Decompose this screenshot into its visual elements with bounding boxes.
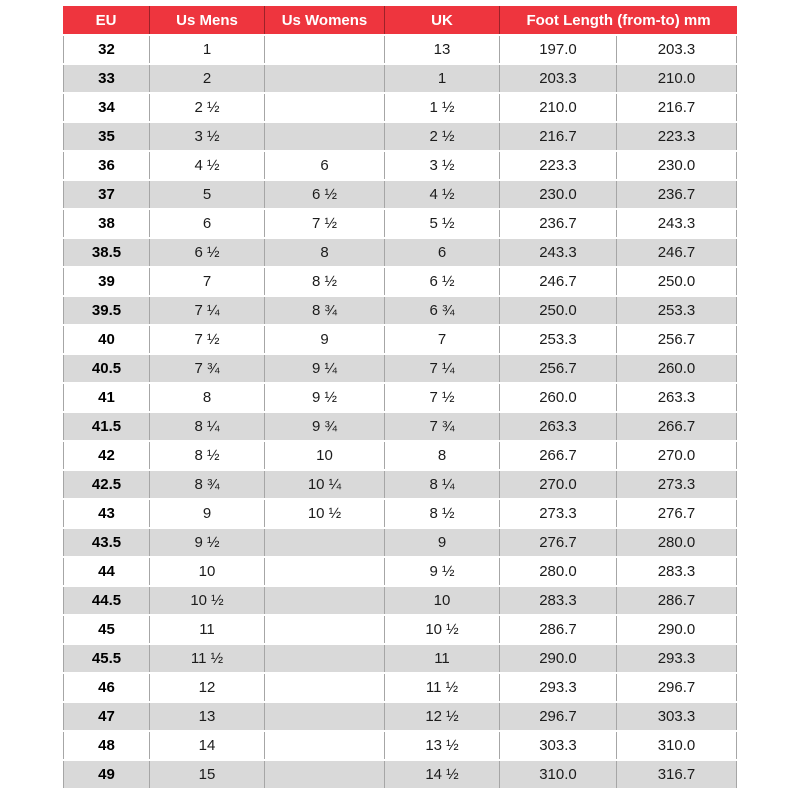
eu-cell: 43.5: [63, 529, 150, 556]
us-womens-cell: [265, 558, 385, 585]
us-mens-cell: 10: [150, 558, 265, 585]
eu-cell: 39.5: [63, 297, 150, 324]
foot-from-cell: 236.7: [500, 210, 617, 237]
foot-to-cell: 276.7: [617, 500, 737, 527]
table-row: [63, 181, 737, 208]
eu-cell: 45.5: [63, 645, 150, 672]
uk-cell: 11: [385, 645, 500, 672]
foot-to-cell: 280.0: [617, 529, 737, 556]
foot-from-cell: 256.7: [500, 355, 617, 382]
table-row: [63, 152, 737, 179]
us-mens-cell: 3 ½: [150, 123, 265, 150]
header-us-mens: Us Mens: [150, 6, 265, 34]
uk-cell: 1: [385, 65, 500, 92]
uk-cell: 2 ½: [385, 123, 500, 150]
us-womens-cell: 9: [265, 326, 385, 353]
foot-to-cell: 266.7: [617, 413, 737, 440]
uk-cell: 7: [385, 326, 500, 353]
foot-to-cell: 270.0: [617, 442, 737, 469]
eu-cell: 33: [63, 65, 150, 92]
foot-to-cell: 260.0: [617, 355, 737, 382]
uk-cell: 6 ¾: [385, 297, 500, 324]
us-womens-cell: [265, 761, 385, 788]
us-womens-cell: [265, 529, 385, 556]
uk-cell: 13: [385, 36, 500, 63]
us-womens-cell: 10: [265, 442, 385, 469]
foot-to-cell: 230.0: [617, 152, 737, 179]
us-mens-cell: 6: [150, 210, 265, 237]
foot-to-cell: 316.7: [617, 761, 737, 788]
us-mens-cell: 15: [150, 761, 265, 788]
us-womens-cell: 8: [265, 239, 385, 266]
uk-cell: 7 ¾: [385, 413, 500, 440]
table-row: [63, 326, 737, 353]
foot-to-cell: 246.7: [617, 239, 737, 266]
foot-from-cell: 283.3: [500, 587, 617, 614]
table-row: [63, 413, 737, 440]
eu-cell: 41: [63, 384, 150, 411]
table-row: [63, 123, 737, 150]
table-row: [63, 94, 737, 121]
foot-to-cell: 243.3: [617, 210, 737, 237]
header-row: [63, 6, 737, 34]
foot-from-cell: 286.7: [500, 616, 617, 643]
uk-cell: 8 ½: [385, 500, 500, 527]
us-mens-cell: 2: [150, 65, 265, 92]
uk-cell: 14 ½: [385, 761, 500, 788]
us-mens-cell: 8 ¼: [150, 413, 265, 440]
uk-cell: 4 ½: [385, 181, 500, 208]
table-body: [63, 36, 737, 788]
us-womens-cell: 8 ½: [265, 268, 385, 295]
us-womens-cell: [265, 645, 385, 672]
us-mens-cell: 1: [150, 36, 265, 63]
us-mens-cell: 10 ½: [150, 587, 265, 614]
foot-to-cell: 210.0: [617, 65, 737, 92]
foot-from-cell: 216.7: [500, 123, 617, 150]
uk-cell: 8 ¼: [385, 471, 500, 498]
foot-from-cell: 246.7: [500, 268, 617, 295]
us-mens-cell: 8 ½: [150, 442, 265, 469]
foot-from-cell: 303.3: [500, 732, 617, 759]
eu-cell: 43: [63, 500, 150, 527]
eu-cell: 48: [63, 732, 150, 759]
foot-from-cell: 260.0: [500, 384, 617, 411]
foot-to-cell: 250.0: [617, 268, 737, 295]
eu-cell: 42: [63, 442, 150, 469]
uk-cell: 5 ½: [385, 210, 500, 237]
uk-cell: 7 ½: [385, 384, 500, 411]
eu-cell: 38.5: [63, 239, 150, 266]
table-row: [63, 558, 737, 585]
eu-cell: 49: [63, 761, 150, 788]
us-womens-cell: 10 ¼: [265, 471, 385, 498]
us-mens-cell: 9: [150, 500, 265, 527]
header-uk: UK: [385, 6, 500, 34]
foot-to-cell: 273.3: [617, 471, 737, 498]
uk-cell: 12 ½: [385, 703, 500, 730]
table-row: [63, 616, 737, 643]
foot-to-cell: 203.3: [617, 36, 737, 63]
uk-cell: 9: [385, 529, 500, 556]
uk-cell: 10 ½: [385, 616, 500, 643]
foot-to-cell: 290.0: [617, 616, 737, 643]
header-us-womens: Us Womens: [265, 6, 385, 34]
us-womens-cell: 10 ½: [265, 500, 385, 527]
foot-from-cell: 310.0: [500, 761, 617, 788]
table-row: [63, 239, 737, 266]
eu-cell: 34: [63, 94, 150, 121]
us-womens-cell: [265, 616, 385, 643]
foot-from-cell: 243.3: [500, 239, 617, 266]
us-womens-cell: [265, 94, 385, 121]
foot-to-cell: 310.0: [617, 732, 737, 759]
eu-cell: 45: [63, 616, 150, 643]
uk-cell: 3 ½: [385, 152, 500, 179]
us-mens-cell: 7 ¼: [150, 297, 265, 324]
table-row: [63, 442, 737, 469]
foot-from-cell: 253.3: [500, 326, 617, 353]
foot-from-cell: 296.7: [500, 703, 617, 730]
us-mens-cell: 11 ½: [150, 645, 265, 672]
table-row: [63, 384, 737, 411]
foot-from-cell: 293.3: [500, 674, 617, 701]
us-womens-cell: [265, 123, 385, 150]
us-mens-cell: 4 ½: [150, 152, 265, 179]
us-mens-cell: 5: [150, 181, 265, 208]
eu-cell: 40.5: [63, 355, 150, 382]
uk-cell: 13 ½: [385, 732, 500, 759]
table-row: [63, 674, 737, 701]
eu-cell: 37: [63, 181, 150, 208]
eu-cell: 39: [63, 268, 150, 295]
foot-from-cell: 280.0: [500, 558, 617, 585]
header-eu: EU: [63, 6, 150, 34]
us-mens-cell: 6 ½: [150, 239, 265, 266]
eu-cell: 32: [63, 36, 150, 63]
shoe-size-conversion-table: [63, 4, 737, 790]
uk-cell: 7 ¼: [385, 355, 500, 382]
us-womens-cell: [265, 36, 385, 63]
table-row: [63, 355, 737, 382]
foot-to-cell: 296.7: [617, 674, 737, 701]
eu-cell: 36: [63, 152, 150, 179]
us-mens-cell: 2 ½: [150, 94, 265, 121]
uk-cell: 1 ½: [385, 94, 500, 121]
foot-from-cell: 230.0: [500, 181, 617, 208]
header-foot-length: Foot Length (from-to) mm: [500, 6, 737, 34]
uk-cell: 8: [385, 442, 500, 469]
us-womens-cell: 9 ¼: [265, 355, 385, 382]
table-row: [63, 36, 737, 63]
foot-from-cell: 290.0: [500, 645, 617, 672]
uk-cell: 10: [385, 587, 500, 614]
table-row: [63, 529, 737, 556]
uk-cell: 6: [385, 239, 500, 266]
foot-to-cell: 283.3: [617, 558, 737, 585]
eu-cell: 47: [63, 703, 150, 730]
us-mens-cell: 7 ½: [150, 326, 265, 353]
us-womens-cell: 6 ½: [265, 181, 385, 208]
foot-to-cell: 256.7: [617, 326, 737, 353]
foot-to-cell: 236.7: [617, 181, 737, 208]
foot-to-cell: 216.7: [617, 94, 737, 121]
table-row: [63, 471, 737, 498]
foot-to-cell: 263.3: [617, 384, 737, 411]
eu-cell: 44.5: [63, 587, 150, 614]
uk-cell: 6 ½: [385, 268, 500, 295]
us-mens-cell: 14: [150, 732, 265, 759]
foot-to-cell: 303.3: [617, 703, 737, 730]
us-womens-cell: [265, 674, 385, 701]
eu-cell: 35: [63, 123, 150, 150]
foot-from-cell: 273.3: [500, 500, 617, 527]
eu-cell: 44: [63, 558, 150, 585]
table-row: [63, 761, 737, 788]
foot-from-cell: 203.3: [500, 65, 617, 92]
eu-cell: 41.5: [63, 413, 150, 440]
us-mens-cell: 12: [150, 674, 265, 701]
us-mens-cell: 7 ¾: [150, 355, 265, 382]
us-mens-cell: 7: [150, 268, 265, 295]
table-row: [63, 268, 737, 295]
table-row: [63, 587, 737, 614]
foot-from-cell: 197.0: [500, 36, 617, 63]
eu-cell: 46: [63, 674, 150, 701]
us-mens-cell: 13: [150, 703, 265, 730]
us-womens-cell: 9 ½: [265, 384, 385, 411]
us-mens-cell: 11: [150, 616, 265, 643]
foot-from-cell: 223.3: [500, 152, 617, 179]
foot-from-cell: 210.0: [500, 94, 617, 121]
eu-cell: 42.5: [63, 471, 150, 498]
us-mens-cell: 8 ¾: [150, 471, 265, 498]
us-womens-cell: [265, 587, 385, 614]
foot-to-cell: 286.7: [617, 587, 737, 614]
us-womens-cell: [265, 65, 385, 92]
foot-from-cell: 250.0: [500, 297, 617, 324]
foot-to-cell: 253.3: [617, 297, 737, 324]
us-womens-cell: [265, 732, 385, 759]
us-womens-cell: 6: [265, 152, 385, 179]
us-mens-cell: 8: [150, 384, 265, 411]
foot-from-cell: 270.0: [500, 471, 617, 498]
table-row: [63, 65, 737, 92]
table-row: [63, 703, 737, 730]
foot-to-cell: 293.3: [617, 645, 737, 672]
table-row: [63, 210, 737, 237]
foot-to-cell: 223.3: [617, 123, 737, 150]
table-header: [63, 6, 737, 34]
table-row: [63, 732, 737, 759]
eu-cell: 38: [63, 210, 150, 237]
foot-from-cell: 276.7: [500, 529, 617, 556]
us-mens-cell: 9 ½: [150, 529, 265, 556]
uk-cell: 11 ½: [385, 674, 500, 701]
table-row: [63, 500, 737, 527]
table-row: [63, 297, 737, 324]
foot-from-cell: 266.7: [500, 442, 617, 469]
table-row: [63, 645, 737, 672]
us-womens-cell: 7 ½: [265, 210, 385, 237]
us-womens-cell: [265, 703, 385, 730]
foot-from-cell: 263.3: [500, 413, 617, 440]
uk-cell: 9 ½: [385, 558, 500, 585]
us-womens-cell: 8 ¾: [265, 297, 385, 324]
eu-cell: 40: [63, 326, 150, 353]
us-womens-cell: 9 ¾: [265, 413, 385, 440]
